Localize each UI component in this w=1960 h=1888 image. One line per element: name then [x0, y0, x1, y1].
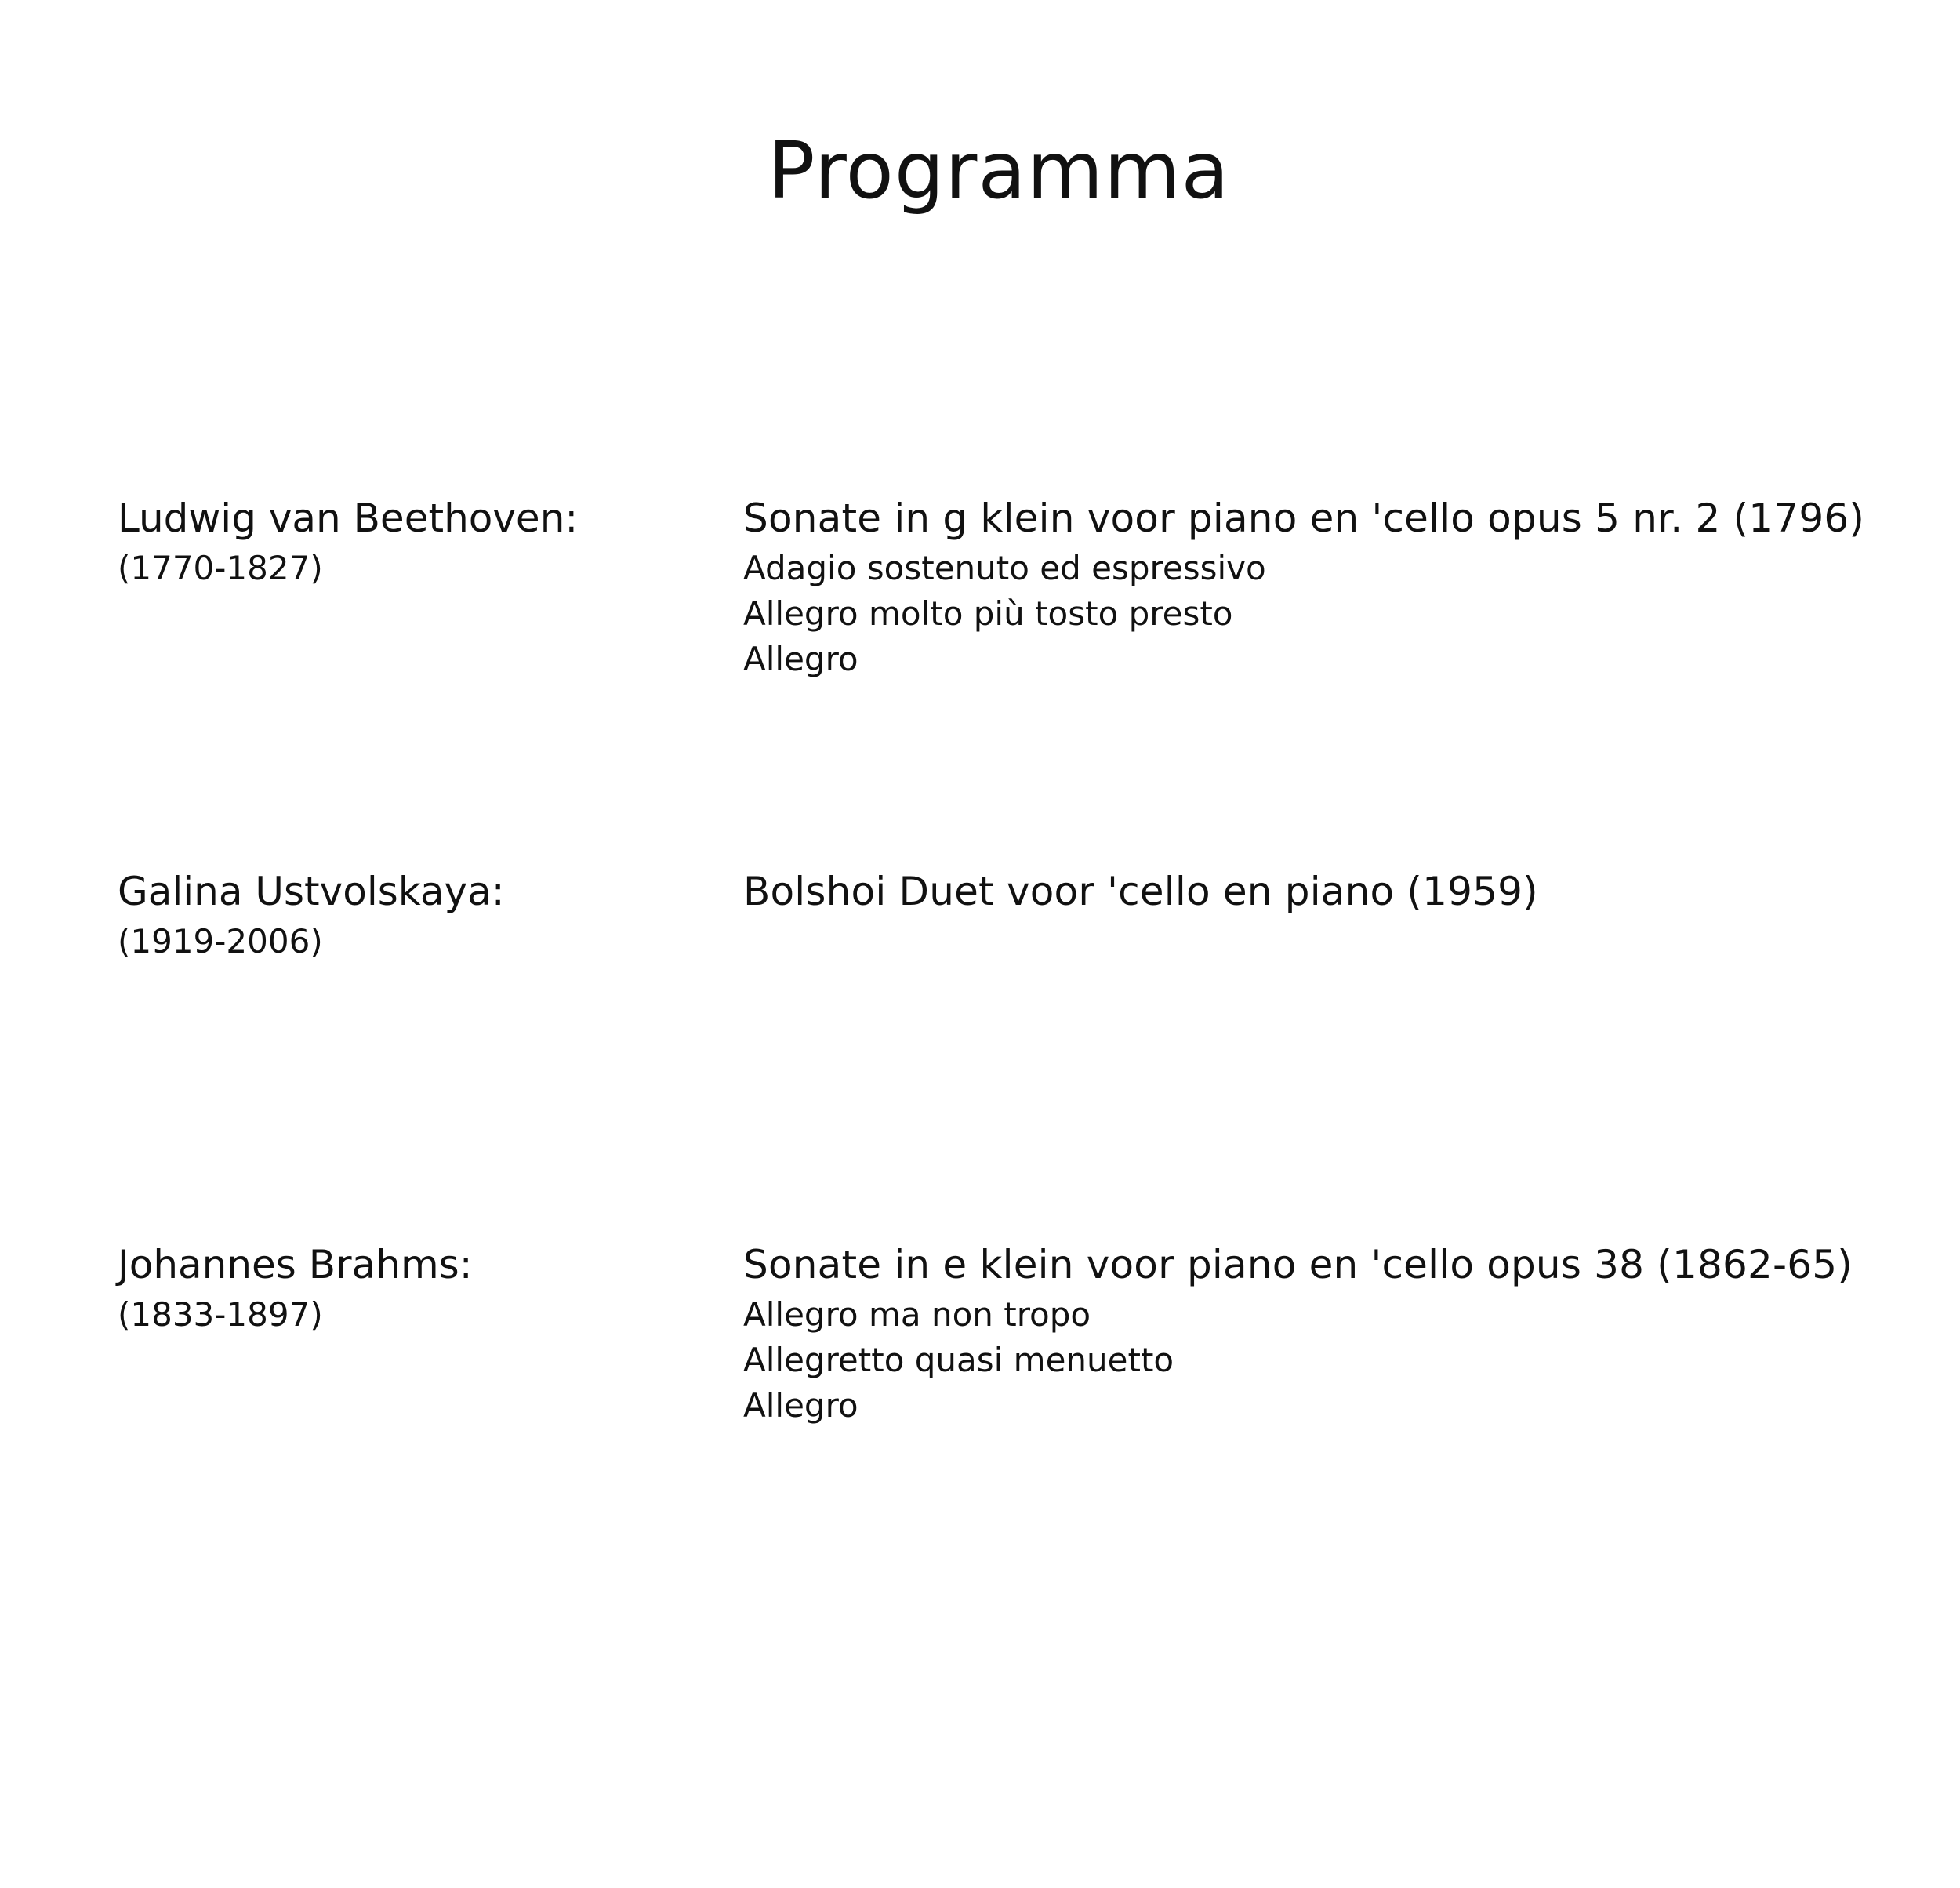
work-block — [743, 491, 1935, 682]
composer-name: Johannes Brahms: — [118, 1242, 473, 1287]
page-title: Programma — [768, 125, 1230, 216]
movement: Allegro molto più tosto presto — [743, 594, 1233, 633]
composer-years: (1919-2006) — [118, 922, 323, 960]
work-title: Sonate in g klein voor piano en 'cello opus 5 nr. 2 (1796) — [743, 496, 1865, 541]
composer-years: (1770-1827) — [118, 549, 323, 587]
movement-list — [743, 546, 1935, 682]
movement: Allegro — [743, 640, 858, 678]
movement: Allegro ma non tropo — [743, 1295, 1091, 1334]
work-title: Bolshoi Duet voor 'cello en piano (1959) — [743, 869, 1538, 914]
work-block — [743, 1237, 1935, 1429]
movement: Allegretto quasi menuetto — [743, 1341, 1174, 1379]
movement-list — [743, 1292, 1935, 1429]
composer-block — [118, 491, 729, 591]
composer-years: (1833-1897) — [118, 1295, 323, 1334]
movement: Allegro — [743, 1386, 858, 1425]
work-block — [743, 864, 1935, 919]
movement: Adagio sostenuto ed espressivo — [743, 549, 1266, 587]
composer-block — [118, 864, 729, 964]
composer-block — [118, 1237, 729, 1338]
composer-name: Ludwig van Beethoven: — [118, 496, 579, 541]
composer-name: Galina Ustvolskaya: — [118, 869, 505, 914]
work-title: Sonate in e klein voor piano en 'cello opus 38 (1862-65) — [743, 1242, 1853, 1287]
